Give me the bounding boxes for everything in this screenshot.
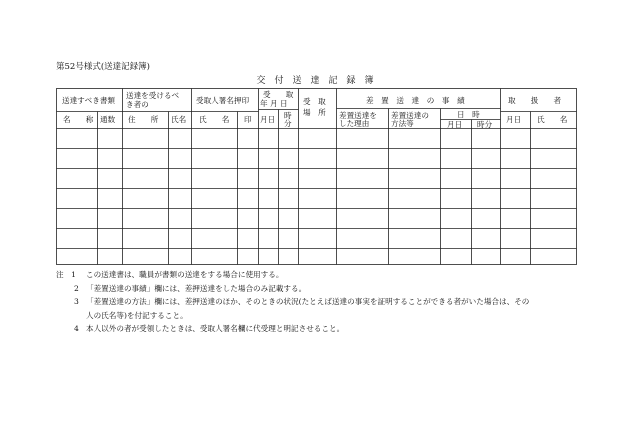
note-number: 2 xyxy=(74,283,79,293)
header-signer-name: 氏 名 xyxy=(199,115,230,124)
header-documents: 送達すべき書類 xyxy=(62,96,116,105)
header-substitute-service: 差 置 送 達 の 事 績 xyxy=(366,96,465,105)
header-recipient-line1: 送達を受けるべ xyxy=(126,91,180,100)
header-handler-month-day: 月日 xyxy=(506,115,522,124)
header-place-line1: 受 取 xyxy=(303,97,326,106)
header-datetime: 日 時 xyxy=(457,110,480,119)
header-reason-line2: した理由 xyxy=(339,119,370,128)
header-place-line2: 場 所 xyxy=(303,108,326,117)
header-handler-name: 氏 名 xyxy=(537,115,568,124)
note-text: 本人以外の者が受領したときは、受取人署名欄に代受理と明記させること。 xyxy=(86,324,345,333)
note-text-continued: 人の氏名等)を付記すること。 xyxy=(86,310,188,320)
header-person-name: 氏名 xyxy=(171,115,187,124)
header-time-hour: 時 xyxy=(284,111,292,120)
note-item xyxy=(74,282,596,296)
header-handler: 取 扱 者 xyxy=(508,96,562,105)
notes-section xyxy=(56,268,596,336)
header-received-date: 年 月 日 xyxy=(260,99,288,108)
header-month-day: 月日 xyxy=(260,115,276,124)
note-text: この送達書は、職員が書類の送達をする場合に使用する。 xyxy=(86,270,284,279)
note-number: 注 1 xyxy=(56,270,77,279)
header-recipient-line2: き者の xyxy=(126,100,149,109)
header-received-top: 受 取 xyxy=(263,90,294,99)
header-reason-line1: 差置送達を xyxy=(339,111,377,120)
note-item xyxy=(74,309,596,323)
header-count: 通数 xyxy=(100,115,116,124)
note-number: 3 xyxy=(74,297,79,306)
note-item xyxy=(56,268,578,282)
note-text: 「差置送達の方法」欄には、差押送達のほか、そのときの状況(たとえば送達の事実を証明することができる者がいた場合は、その xyxy=(86,297,530,306)
header-address: 住 所 xyxy=(128,115,159,124)
header-datetime-month-day: 月日 xyxy=(447,120,463,129)
form-title: 交 付 送 達 記 録 簿 xyxy=(256,76,374,86)
header-time-minute: 分 xyxy=(284,119,292,128)
header-name: 名 称 xyxy=(63,115,94,124)
form-number-label: 第52号様式(送達記録簿) xyxy=(56,62,150,72)
header-method-line1: 差置送達の xyxy=(391,111,429,120)
header-datetime-hour-minute: 時分 xyxy=(477,120,493,129)
note-text: 「差置送達の事績」欄には、差押送達をした場合のみ記載する。 xyxy=(86,283,307,293)
note-item xyxy=(74,295,596,309)
header-seal: 印 xyxy=(244,115,252,124)
note-number: 4 xyxy=(74,324,79,333)
header-method-line2: 方法等 xyxy=(391,119,414,128)
header-receiver-sign: 受取人署名押印 xyxy=(196,96,250,105)
note-item xyxy=(74,322,596,336)
